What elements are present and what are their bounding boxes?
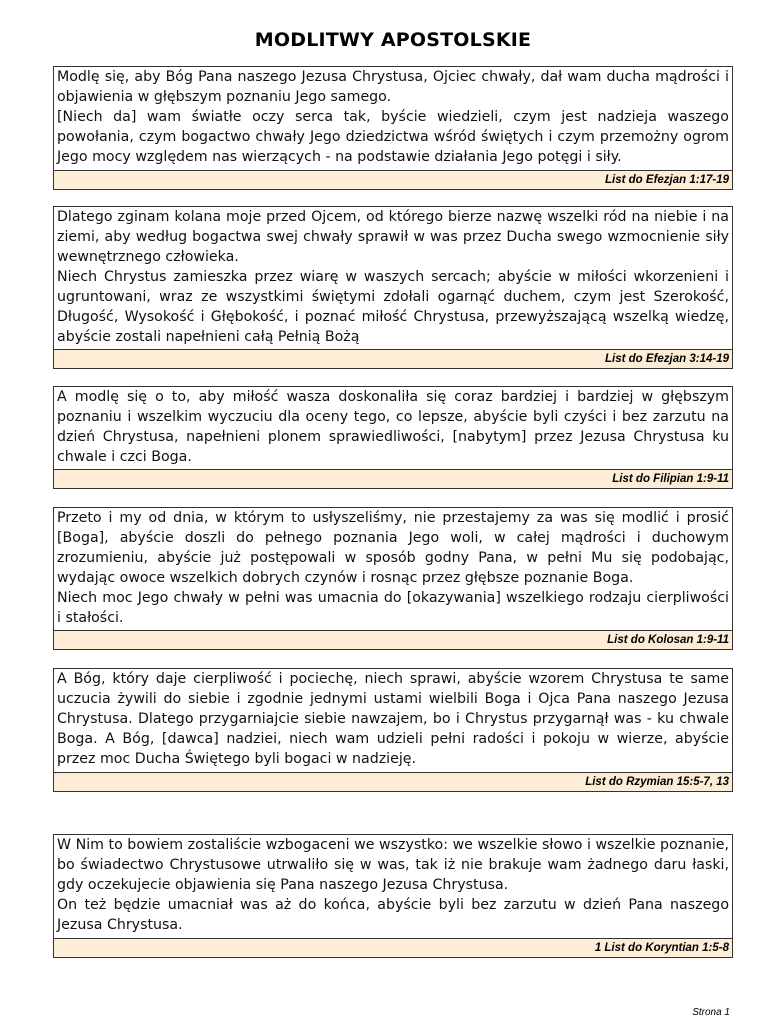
- prayer-paragraph: A modlę się o to, aby miłość wasza doskonaliła się coraz bardziej i bardziej w głębszym poznaniu i wszelkim wyczuciu dla oceny tego, co lepsze, abyście byli czyści i bez zarzutu na dzień Chrystusa, napełnieni plonem sprawiedliwości, [nabytym] przez Jezusa Chrystusa ku chwale i czci Boga.: [57, 389, 729, 465]
- prayer-text: [54, 207, 732, 347]
- prayer-text: [54, 835, 732, 935]
- prayer-box-efezjan-1: [53, 66, 733, 190]
- prayer-box-efezjan-3: [53, 206, 733, 369]
- prayer-box-filipian: [53, 386, 733, 489]
- prayer-reference: List do Filipian 1:9-11: [54, 469, 732, 488]
- prayer-box-koryntian: [53, 834, 733, 958]
- prayer-paragraph: W Nim to bowiem zostaliście wzbogaceni we wszystko: we wszelkie słowo i wszelkie poznanie, bo świadectwo Chrystusowe utrwaliło się w was, tak iż nie brakuje wam żadnego daru łaski, gdy oczekujecie objawienia się Pana naszego Jezusa Chrystusa.: [57, 837, 729, 893]
- prayer-paragraph: Niech moc Jego chwały w pełni was umacnia do [okazywania] wszelkiego rodzaju cierpliwości i stałości.: [57, 590, 729, 626]
- prayer-reference: List do Kolosan 1:9-11: [54, 630, 732, 649]
- prayer-paragraph: A Bóg, który daje cierpliwość i pociechę, niech sprawi, abyście wzorem Chrystusa te same uczucia żywili do siebie i zgodnie jednymi ustami wielbili Boga i Ojca Pana naszego Jezusa Chrystusa. Dlatego przygarniajcie siebie nawzajem, bo i Chrystus przygarnął was - ku chwale Boga. A Bóg, [dawca] nadziei, niech wam udzieli pełni radości i pokoju w wierze, abyście przez moc Ducha Świętego byli bogaci w nadzieję.: [57, 671, 729, 767]
- prayer-reference: List do Efezjan 3:14-19: [54, 349, 732, 368]
- prayer-paragraph: Modlę się, aby Bóg Pana naszego Jezusa Chrystusa, Ojciec chwały, dał wam ducha mądrości i objawienia w głębszym poznaniu Jego samego.: [57, 69, 729, 105]
- page-number: Strona 1: [692, 1007, 730, 1018]
- prayer-paragraph: [Niech da] wam światłe oczy serca tak, byście wiedzieli, czym jest nadzieja waszego powołania, czym bogactwo chwały Jego dziedzictwa wśród świętych i czym przemożny ogrom Jego mocy względem nas wierzących - na podstawie działania Jego potęgi i siły.: [57, 109, 729, 165]
- prayer-paragraph: Dlatego zginam kolana moje przed Ojcem, od którego bierze nazwę wszelki ród na niebie i na ziemi, aby według bogactwa swej chwały sprawił w was przez Ducha swego wzmocnienie siły wewnętrznego człowieka.: [57, 209, 729, 265]
- prayer-paragraph: Przeto i my od dnia, w którym to usłyszeliśmy, nie przestajemy za was się modlić i prosić [Boga], abyście doszli do pełnego poznania Jego woli, w całej mądrości i duchowym zrozumieniu, abyście już postępowali w sposób godny Pana, w pełni Mu się podobając, wydając owoce wszelkich dobrych czynów i rosnąc przez głębsze poznanie Boga.: [57, 510, 729, 586]
- prayer-text: [54, 669, 732, 769]
- prayer-text: [54, 387, 732, 467]
- prayer-reference: 1 List do Koryntian 1:5-8: [54, 938, 732, 957]
- prayer-box-kolosan: [53, 507, 733, 650]
- prayer-text: [54, 67, 732, 167]
- prayer-paragraph: On też będzie umacniał was aż do końca, abyście byli bez zarzutu w dzień Pana naszego Jezusa Chrystusa.: [57, 897, 729, 933]
- prayer-paragraph: Niech Chrystus zamieszka przez wiarę w waszych sercach; abyście w miłości wkorzenieni i ugruntowani, wraz ze wszystkimi świętymi zdołali ogarnąć duchem, czym jest Szerokość, Długość, Wysokość i Głębokość, i poznać miłość Chrystusa, przewyższającą wszelką wiedzę, abyście zostali napełnieni całą Pełnią Bożą: [57, 269, 729, 345]
- prayer-reference: List do Efezjan 1:17-19: [54, 170, 732, 189]
- prayer-box-rzymian: [53, 668, 733, 792]
- prayer-text: [54, 508, 732, 628]
- prayer-reference: List do Rzymian 15:5-7, 13: [54, 772, 732, 791]
- page-title: MODLITWY APOSTOLSKIE: [254, 29, 532, 51]
